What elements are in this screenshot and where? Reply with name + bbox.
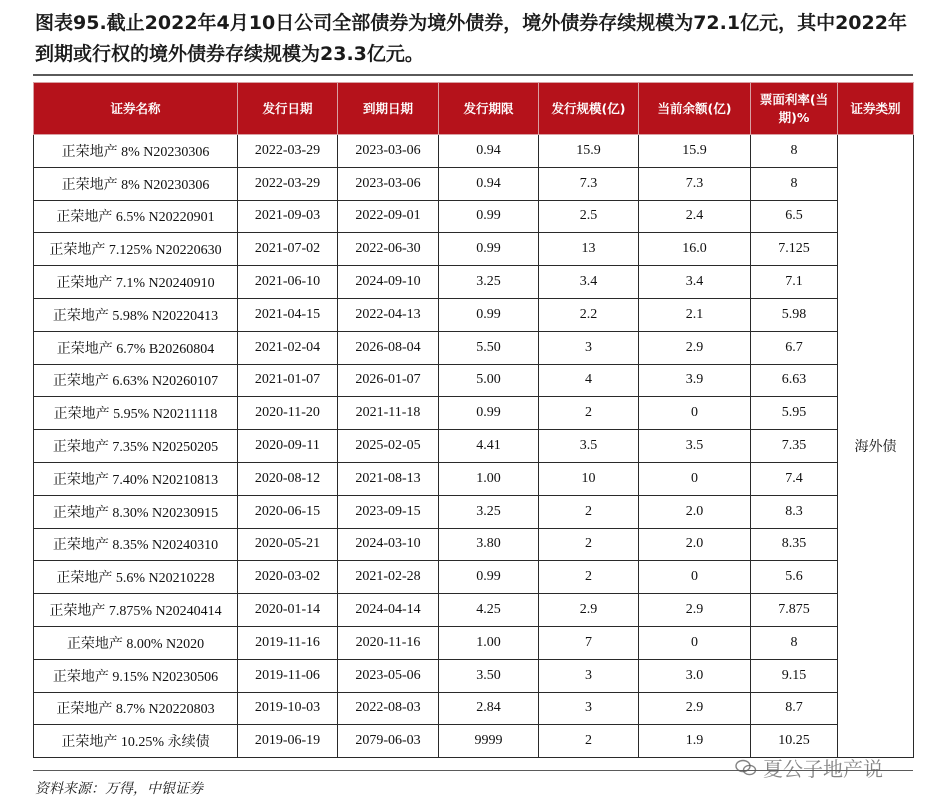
table-cell: 2020-05-21 bbox=[238, 528, 338, 561]
table-cell: 2 bbox=[539, 495, 639, 528]
table-cell: 8 bbox=[751, 135, 838, 168]
table-cell: 15.9 bbox=[539, 135, 639, 168]
table-cell: 正荣地产 9.15% N20230506 bbox=[34, 659, 238, 692]
table-cell: 2079-06-03 bbox=[338, 725, 439, 758]
table-cell: 正荣地产 5.95% N20211118 bbox=[34, 397, 238, 430]
table-cell: 正荣地产 7.875% N20240414 bbox=[34, 594, 238, 627]
table-cell: 2021-08-13 bbox=[338, 462, 439, 495]
table-cell: 10.25 bbox=[751, 725, 838, 758]
table-cell: 15.9 bbox=[639, 135, 751, 168]
table-cell: 正荣地产 5.98% N20220413 bbox=[34, 298, 238, 331]
table-cell: 2022-03-29 bbox=[238, 167, 338, 200]
table-cell: 2021-07-02 bbox=[238, 233, 338, 266]
table-cell: 0 bbox=[639, 397, 751, 430]
table-cell: 1.00 bbox=[439, 626, 539, 659]
table-row bbox=[34, 331, 914, 364]
table-cell: 3 bbox=[539, 331, 639, 364]
table-row bbox=[34, 200, 914, 233]
table-cell: 2020-03-02 bbox=[238, 561, 338, 594]
table-row bbox=[34, 364, 914, 397]
table-cell: 7 bbox=[539, 626, 639, 659]
table-cell: 正荣地产 7.125% N20220630 bbox=[34, 233, 238, 266]
table-cell: 2019-11-16 bbox=[238, 626, 338, 659]
table-cell: 8 bbox=[751, 626, 838, 659]
table-cell: 0 bbox=[639, 462, 751, 495]
table-cell: 6.5 bbox=[751, 200, 838, 233]
table-cell: 2021-02-28 bbox=[338, 561, 439, 594]
table-cell: 3.4 bbox=[539, 266, 639, 299]
table-cell: 2020-11-16 bbox=[338, 626, 439, 659]
table-cell: 2.2 bbox=[539, 298, 639, 331]
table-row bbox=[34, 659, 914, 692]
table-cell: 2021-11-18 bbox=[338, 397, 439, 430]
table-cell: 2020-01-14 bbox=[238, 594, 338, 627]
table-cell: 2023-03-06 bbox=[338, 135, 439, 168]
table-cell: 3.25 bbox=[439, 266, 539, 299]
table-cell: 0.94 bbox=[439, 167, 539, 200]
table-cell: 8.3 bbox=[751, 495, 838, 528]
table-cell: 2021-02-04 bbox=[238, 331, 338, 364]
table-cell: 2.9 bbox=[539, 594, 639, 627]
table-cell: 0.99 bbox=[439, 233, 539, 266]
table-cell: 正荣地产 6.63% N20260107 bbox=[34, 364, 238, 397]
bond-table bbox=[33, 82, 914, 758]
table-cell: 2026-01-07 bbox=[338, 364, 439, 397]
table-cell: 3.0 bbox=[639, 659, 751, 692]
table-cell: 2021-06-10 bbox=[238, 266, 338, 299]
table-cell: 16.0 bbox=[639, 233, 751, 266]
table-row bbox=[34, 462, 914, 495]
table-cell: 正荣地产 8.00% N2020 bbox=[34, 626, 238, 659]
table-cell: 正荣地产 8.30% N20230915 bbox=[34, 495, 238, 528]
table-cell: 3 bbox=[539, 659, 639, 692]
table-cell: 2.9 bbox=[639, 594, 751, 627]
table-cell: 7.4 bbox=[751, 462, 838, 495]
table-cell: 3.80 bbox=[439, 528, 539, 561]
table-cell: 正荣地产 10.25% 永续债 bbox=[34, 725, 238, 758]
table-row bbox=[34, 430, 914, 463]
table-cell: 2020-09-11 bbox=[238, 430, 338, 463]
table-cell: 2020-08-12 bbox=[238, 462, 338, 495]
column-header: 当前余额(亿) bbox=[639, 83, 751, 135]
table-body bbox=[34, 135, 914, 758]
table-row bbox=[34, 626, 914, 659]
table-cell: 2021-09-03 bbox=[238, 200, 338, 233]
table-cell: 3 bbox=[539, 692, 639, 725]
table-row bbox=[34, 528, 914, 561]
table-cell: 4.41 bbox=[439, 430, 539, 463]
table-cell: 2022-09-01 bbox=[338, 200, 439, 233]
figure-title: 图表95.截止2022年4月10日公司全部债券为境外债券，境外债券存续规模为72.1亿元，其中2022年到期或行权的境外债券存续规模为23.3亿元。 bbox=[35, 12, 907, 65]
table-cell: 2.84 bbox=[439, 692, 539, 725]
top-rule bbox=[33, 74, 913, 76]
table-cell: 2022-08-03 bbox=[338, 692, 439, 725]
table-row bbox=[34, 397, 914, 430]
table-cell: 2022-03-29 bbox=[238, 135, 338, 168]
table-cell: 2 bbox=[539, 528, 639, 561]
table-cell: 9.15 bbox=[751, 659, 838, 692]
table-cell: 5.6 bbox=[751, 561, 838, 594]
table-cell: 1.9 bbox=[639, 725, 751, 758]
table-cell: 10 bbox=[539, 462, 639, 495]
watermark-text: 夏公子地产说 bbox=[763, 757, 883, 781]
table-cell: 8.35 bbox=[751, 528, 838, 561]
table-cell: 7.125 bbox=[751, 233, 838, 266]
table-cell: 0.99 bbox=[439, 298, 539, 331]
table-cell: 1.00 bbox=[439, 462, 539, 495]
table-cell: 正荣地产 8% N20230306 bbox=[34, 167, 238, 200]
table-cell: 2024-04-14 bbox=[338, 594, 439, 627]
table-row bbox=[34, 594, 914, 627]
table-cell: 7.3 bbox=[639, 167, 751, 200]
table-cell: 2 bbox=[539, 725, 639, 758]
table-cell: 2023-05-06 bbox=[338, 659, 439, 692]
table-cell: 0.99 bbox=[439, 200, 539, 233]
table-cell: 2.0 bbox=[639, 528, 751, 561]
table-cell: 5.00 bbox=[439, 364, 539, 397]
table-cell: 8.7 bbox=[751, 692, 838, 725]
column-header: 到期日期 bbox=[338, 83, 439, 135]
table-cell: 2022-06-30 bbox=[338, 233, 439, 266]
column-header: 票面利率(当期)% bbox=[751, 83, 838, 135]
table-cell: 3.9 bbox=[639, 364, 751, 397]
table-cell: 0 bbox=[639, 626, 751, 659]
table-cell: 6.63 bbox=[751, 364, 838, 397]
table-cell: 2023-03-06 bbox=[338, 167, 439, 200]
table-cell: 2019-06-19 bbox=[238, 725, 338, 758]
table-cell: 2021-04-15 bbox=[238, 298, 338, 331]
table-cell: 正荣地产 6.7% B20260804 bbox=[34, 331, 238, 364]
table-cell: 2020-11-20 bbox=[238, 397, 338, 430]
table-cell: 正荣地产 8.35% N20240310 bbox=[34, 528, 238, 561]
watermark bbox=[735, 753, 883, 782]
table-cell: 4.25 bbox=[439, 594, 539, 627]
table-row bbox=[34, 135, 914, 168]
table-cell: 正荣地产 8.7% N20220803 bbox=[34, 692, 238, 725]
table-cell: 5.50 bbox=[439, 331, 539, 364]
table-cell: 2020-06-15 bbox=[238, 495, 338, 528]
table-cell: 2022-04-13 bbox=[338, 298, 439, 331]
table-row bbox=[34, 266, 914, 299]
table-cell: 2 bbox=[539, 561, 639, 594]
table-cell: 3.4 bbox=[639, 266, 751, 299]
table-cell: 6.7 bbox=[751, 331, 838, 364]
column-header: 发行期限 bbox=[439, 83, 539, 135]
column-header: 证券名称 bbox=[34, 83, 238, 135]
category-cell: 海外债 bbox=[838, 135, 914, 758]
table-cell: 2019-10-03 bbox=[238, 692, 338, 725]
table-cell: 2025-02-05 bbox=[338, 430, 439, 463]
wechat-icon bbox=[735, 759, 757, 777]
table-cell: 正荣地产 5.6% N20210228 bbox=[34, 561, 238, 594]
column-header: 证券类别 bbox=[838, 83, 914, 135]
table-row bbox=[34, 495, 914, 528]
column-header: 发行日期 bbox=[238, 83, 338, 135]
table-cell: 2021-01-07 bbox=[238, 364, 338, 397]
table-cell: 2.1 bbox=[639, 298, 751, 331]
table-cell: 2019-11-06 bbox=[238, 659, 338, 692]
table-cell: 0.99 bbox=[439, 397, 539, 430]
table-cell: 8 bbox=[751, 167, 838, 200]
table-cell: 3.50 bbox=[439, 659, 539, 692]
table-row bbox=[34, 298, 914, 331]
table-cell: 0.94 bbox=[439, 135, 539, 168]
table-cell: 2.4 bbox=[639, 200, 751, 233]
table-cell: 2.5 bbox=[539, 200, 639, 233]
table-cell: 2026-08-04 bbox=[338, 331, 439, 364]
table-row bbox=[34, 561, 914, 594]
table-cell: 2.9 bbox=[639, 692, 751, 725]
table-cell: 正荣地产 8% N20230306 bbox=[34, 135, 238, 168]
table-cell: 2024-09-10 bbox=[338, 266, 439, 299]
table-cell: 9999 bbox=[439, 725, 539, 758]
source-note: 资料来源：万得，中银证券 bbox=[35, 781, 203, 797]
table-cell: 正荣地产 7.35% N20250205 bbox=[34, 430, 238, 463]
table-cell: 正荣地产 7.1% N20240910 bbox=[34, 266, 238, 299]
table-cell: 正荣地产 7.40% N20210813 bbox=[34, 462, 238, 495]
table-cell: 7.35 bbox=[751, 430, 838, 463]
table-cell: 0.99 bbox=[439, 561, 539, 594]
table-cell: 7.1 bbox=[751, 266, 838, 299]
column-header: 发行规模(亿) bbox=[539, 83, 639, 135]
table-cell: 2.0 bbox=[639, 495, 751, 528]
table-cell: 2024-03-10 bbox=[338, 528, 439, 561]
table-cell: 5.95 bbox=[751, 397, 838, 430]
table-cell: 7.875 bbox=[751, 594, 838, 627]
table-cell: 2.9 bbox=[639, 331, 751, 364]
table-cell: 3.5 bbox=[639, 430, 751, 463]
table-cell: 0 bbox=[639, 561, 751, 594]
table-cell: 7.3 bbox=[539, 167, 639, 200]
table-cell: 2 bbox=[539, 397, 639, 430]
table-cell: 3.5 bbox=[539, 430, 639, 463]
table-cell: 3.25 bbox=[439, 495, 539, 528]
table-cell: 2023-09-15 bbox=[338, 495, 439, 528]
table-row bbox=[34, 692, 914, 725]
table-cell: 正荣地产 6.5% N20220901 bbox=[34, 200, 238, 233]
table-header-row bbox=[34, 83, 914, 135]
table-row bbox=[34, 167, 914, 200]
table-row bbox=[34, 233, 914, 266]
table-cell: 13 bbox=[539, 233, 639, 266]
table-cell: 5.98 bbox=[751, 298, 838, 331]
table-cell: 4 bbox=[539, 364, 639, 397]
